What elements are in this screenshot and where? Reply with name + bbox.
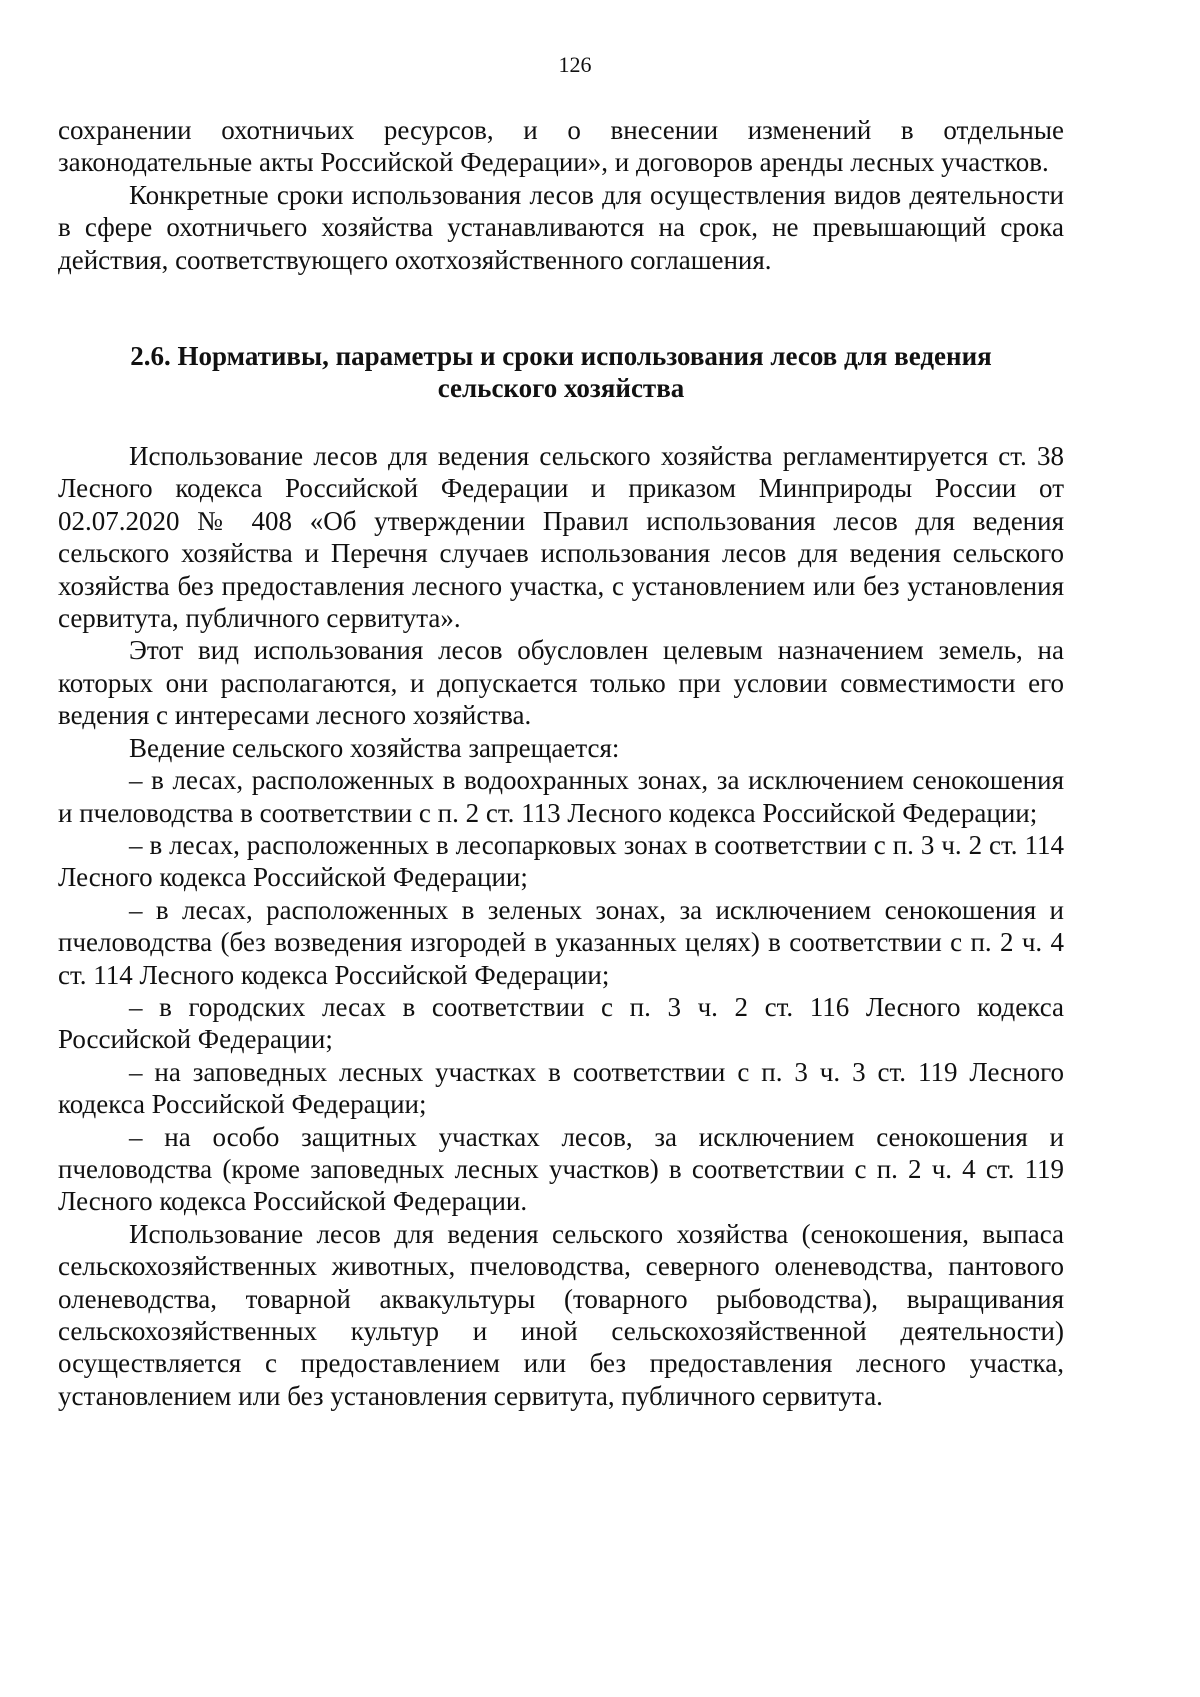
section-heading-line-1: 2.6. Нормативы, параметры и сроки использования лесов для ведения bbox=[130, 341, 992, 372]
paragraph-closing: Использование лесов для ведения сельского хозяйства (сенокошения, выпаса сельскохозяйственных животных, пчеловодства, северного оленеводства, пантового оленеводства, товарной аквакультуры (товарного рыбоводства), выращивания сельскохозяйственных культур и иной сельскохозяйственной деятельности) осуществляется с предоставлением или без предоставления лесного участка, установлением или без установления сервитута, публичного сервитута. bbox=[58, 1218, 1064, 1411]
paragraph-prohibited-intro: Ведение сельского хозяйства запрещается: bbox=[129, 732, 620, 763]
page-body bbox=[58, 114, 1064, 1412]
list-item: – в городских лесах в соответствии с п. 3 ч. 2 ст. 116 Лесного кодекса Российской Федерации; bbox=[58, 991, 1064, 1055]
list-item: – в лесах, расположенных в водоохранных зонах, за исключением сенокошения и пчеловодства в соответствии с п. 2 ст. 113 Лесного кодекса Российской Федерации; bbox=[58, 765, 1064, 828]
section-heading bbox=[58, 340, 1064, 404]
paragraph-hunting-terms: Конкретные сроки использования лесов для осуществления видов деятельности в сфере охотничьего хозяйства устанавливаются на срок, не превышающий срока действия, соответствующего охотхозяйственного соглашения. bbox=[58, 179, 1064, 275]
list-item: – на заповедных лесных участках в соответствии с п. 3 ч. 3 ст. 119 Лесного кодекса Российской Федерации; bbox=[58, 1056, 1064, 1120]
list-item: – на особо защитных участках лесов, за исключением сенокошения и пчеловодства (кроме заповедных лесных участков) в соответствии с п. 2 ч. 4 ст. 119 Лесного кодекса Российской Федерации. bbox=[58, 1121, 1064, 1217]
list-item: – в лесах, расположенных в лесопарковых зонах в соответствии с п. 3 ч. 2 ст. 114 Лесного кодекса Российской Федерации; bbox=[58, 829, 1064, 893]
paragraph-continuation: сохранении охотничьих ресурсов, и о внесении изменений в отдельные законодательные акты Российской Федерации», и договоров аренды лесных участков. bbox=[58, 115, 1064, 178]
section-heading-line-2: сельского хозяйства bbox=[437, 373, 685, 404]
paragraph-regulation: Использование лесов для ведения сельского хозяйства регламентируется ст. 38 Лесного кодекса Российской Федерации и приказом Минприроды России от 02.07.2020 № 408 «Об утверждении Правил использования лесов для ведения сельского хозяйства и Перечня случаев использования лесов для ведения сельского хозяйства без предоставления лесного участка, с установлением или без установления сервитута, публичного сервитута». bbox=[58, 441, 1064, 634]
list-item: – в лесах, расположенных в зеленых зонах, за исключением сенокошения и пчеловодства (без возведения изгородей в указанных целях) в соответствии с п. 2 ч. 4 ст. 114 Лесного кодекса Российской Федерации; bbox=[58, 894, 1064, 990]
paragraph-purpose: Этот вид использования лесов обусловлен целевым назначением земель, на которых они располагаются, и допускается только при условии совместимости его ведения с интересами лесного хозяйства. bbox=[58, 635, 1064, 731]
page-number: 126 bbox=[558, 52, 592, 77]
